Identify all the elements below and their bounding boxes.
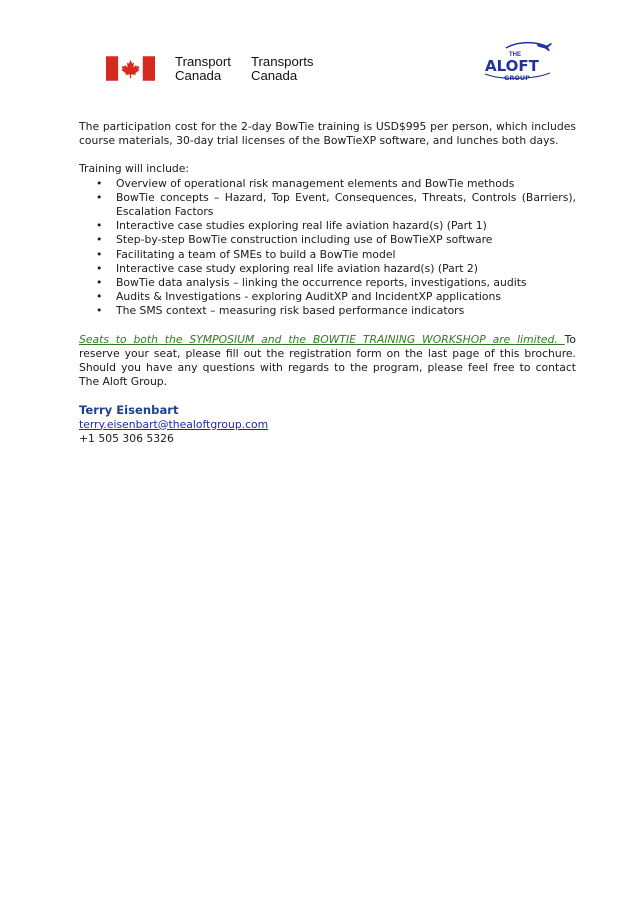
list-item: • Facilitating a team of SMEs to build a BowTie model bbox=[96, 247, 396, 261]
transport-canada-french bbox=[251, 55, 314, 82]
seats-reserve-text: To reserve your seat, please fill out the registration form on the last page of this brochure. Should you have any questions with regards to the program, please feel free to contact The Aloft Group. bbox=[79, 332, 576, 389]
contact-phone: +1 505 306 5326 bbox=[79, 431, 174, 445]
transport-en-line2: Canada bbox=[175, 67, 222, 83]
training-intro: Training will include: bbox=[79, 162, 190, 176]
list-item: • Interactive case study exploring real life aviation hazard(s) (Part 2) bbox=[96, 261, 478, 275]
list-item: • The SMS context – measuring risk based performance indicators bbox=[96, 304, 465, 318]
list-item: • BowTie data analysis – linking the occurrence reports, investigations, audits bbox=[96, 276, 527, 290]
list-item: • Interactive case studies exploring real life aviation hazard(s) (Part 1) bbox=[96, 219, 487, 233]
seats-limited-note: Seats to both the SYMPOSIUM and the BOWTIE TRAINING WORKSHOP are limited. bbox=[79, 332, 565, 346]
list-item: • BowTie concepts – Hazard, Top Event, Consequences, Threats, Controls (Barriers), Escalation Factors bbox=[96, 190, 576, 219]
aloft-group-logo bbox=[480, 40, 556, 84]
transport-fr-line2: Canada bbox=[250, 67, 298, 83]
contact-name: Terry Eisenbart bbox=[79, 403, 179, 418]
transport-canada-logo bbox=[106, 56, 314, 82]
aloft-the-label: THE bbox=[509, 52, 521, 58]
list-item: • Overview of operational risk management elements and BowTie methods bbox=[96, 176, 515, 190]
seats-paragraph bbox=[79, 333, 576, 390]
training-list bbox=[79, 177, 576, 319]
airplane-icon bbox=[536, 43, 552, 51]
cost-paragraph: The participation cost for the 2-day BowTie training is USD$995 per person, which includes course materials, 30-day trial licenses of the BowTieXP software, and lunches both days. bbox=[79, 120, 576, 148]
contact-email-link[interactable]: terry.eisenbart@thealoftgroup.com bbox=[79, 417, 269, 431]
transport-canada-english bbox=[175, 55, 231, 82]
transport-fr-line1: Transports bbox=[250, 54, 314, 69]
transport-en-line1: Transport bbox=[175, 54, 231, 69]
main-content bbox=[79, 120, 576, 446]
canada-flag-icon bbox=[106, 56, 155, 81]
aloft-group-label: GROUP bbox=[504, 74, 530, 82]
aloft-main-label: ALOFT bbox=[485, 57, 539, 75]
list-item: • Audits & Investigations - exploring AuditXP and IncidentXP applications bbox=[96, 290, 502, 304]
list-item: • Step-by-step BowTie construction including use of BowTieXP software bbox=[96, 233, 493, 247]
